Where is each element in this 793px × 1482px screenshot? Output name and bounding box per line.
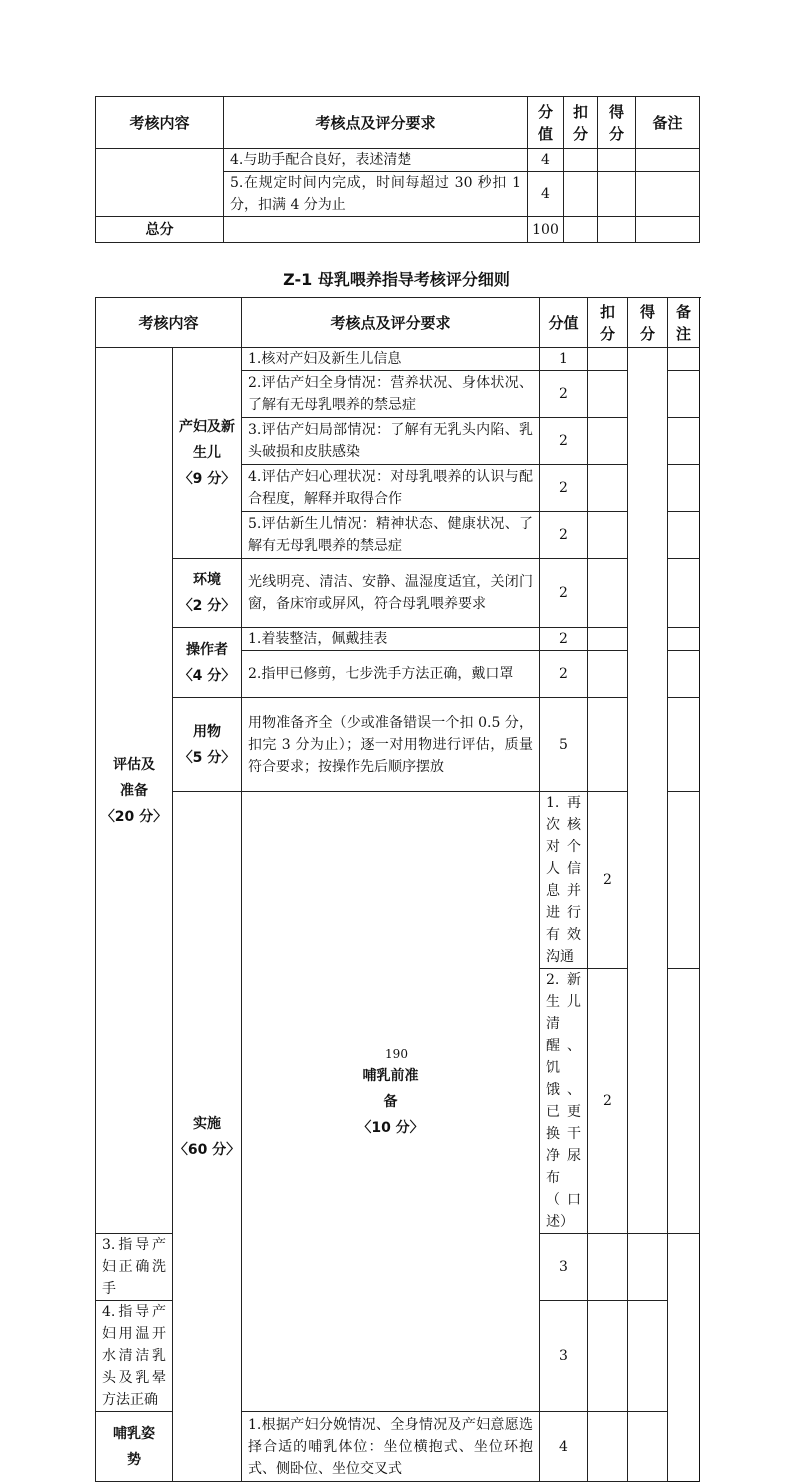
total-score: 100 <box>528 217 564 243</box>
score-cell: 2 <box>540 371 588 418</box>
deduct-cell <box>588 628 628 651</box>
score-cell: 2 <box>540 418 588 465</box>
deduct-cell <box>588 465 628 512</box>
score-cell: 4 <box>528 172 564 217</box>
score-cell: 2 <box>540 559 588 628</box>
remark-cell <box>668 348 700 371</box>
group-operator: 操作者 〈4 分〉 <box>173 628 242 698</box>
requirement-cell: 用物准备齐全（少或准备错误一个扣 0.5 分，扣完 3 分为止）；逐一对用物进行评估，质量符合要求；按操作先后顺序摆放 <box>242 698 540 792</box>
table-title: Z-1 母乳喂养指导考核评分细则 <box>283 270 510 289</box>
remark-cell <box>636 217 700 243</box>
remark-cell <box>636 172 700 217</box>
section-assessment: 评估及 准备 〈20 分〉 <box>96 348 173 1234</box>
remark-cell <box>668 371 700 418</box>
remark-cell <box>636 149 700 172</box>
header-remark: 备注 <box>636 97 700 149</box>
requirement-cell: 1.再次核对个人信息并进行有效沟通 <box>540 792 588 969</box>
requirement-cell: 4.指导产妇用温开水清洁乳头及乳晕方法正确 <box>96 1301 173 1412</box>
deduct-cell <box>588 651 628 698</box>
requirement-cell: 3.评估产妇局部情况：了解有无乳头内陷、乳头破损和皮肤感染 <box>242 418 540 465</box>
header-score: 分值 <box>540 298 588 348</box>
got-cell <box>598 149 636 172</box>
score-cell: 1 <box>540 348 588 371</box>
deduct-cell <box>564 217 598 243</box>
group-supplies: 用物 〈5 分〉 <box>173 698 242 792</box>
deduct-cell <box>564 172 598 217</box>
score-cell: 2 <box>540 465 588 512</box>
requirement-cell: 1.根据产妇分娩情况、全身情况及产妇意愿选择合适的哺乳体位：坐位横抱式、坐位环抱式、侧卧位、坐位交叉式 <box>242 1412 540 1482</box>
header-deduct: 扣 分 <box>588 298 628 348</box>
requirement-cell: 1.着装整洁，佩戴挂表 <box>242 628 540 651</box>
requirement-cell: 2.新生儿清醒、饥饿、已更换干净尿布（口述） <box>540 969 588 1234</box>
score-cell: 3 <box>540 1301 588 1412</box>
requirement-cell: 2.指甲已修剪，七步洗手方法正确，戴口罩 <box>242 651 540 698</box>
requirement-cell: 光线明亮、清洁、安静、温湿度适宜，关闭门窗，备床帘或屏风，符合母乳喂养要求 <box>242 559 540 628</box>
continued-score-table <box>95 96 700 243</box>
group-feeding-position: 哺乳姿 势 <box>96 1412 173 1482</box>
score-cell: 4 <box>528 149 564 172</box>
deduct-cell <box>588 1412 628 1482</box>
deduct-cell <box>588 698 628 792</box>
remark-cell <box>628 1301 668 1412</box>
content-cell-empty <box>96 149 224 217</box>
deduct-cell <box>668 792 700 969</box>
got-cell <box>598 217 636 243</box>
header-score: 分 值 <box>528 97 564 149</box>
got-cell-section <box>628 348 668 1234</box>
group-pre-feeding: 哺乳前准 备 〈10 分〉 <box>242 792 540 1412</box>
score-cell: 2 <box>588 792 628 969</box>
header-content: 考核内容 <box>96 97 224 149</box>
score-cell: 3 <box>540 1234 588 1301</box>
deduct-cell <box>588 371 628 418</box>
header-points: 考核点及评分要求 <box>242 298 540 348</box>
section-implementation: 实施 〈60 分〉 <box>173 792 242 1482</box>
remark-cell <box>628 1412 668 1482</box>
requirement-cell: 1.核对产妇及新生儿信息 <box>242 348 540 371</box>
deduct-cell <box>564 149 598 172</box>
header-got: 得 分 <box>598 97 636 149</box>
remark-cell <box>668 465 700 512</box>
header-deduct: 扣 分 <box>564 97 598 149</box>
deduct-cell <box>588 1301 628 1412</box>
header-points: 考核点及评分要求 <box>224 97 528 149</box>
deduct-cell <box>588 1234 628 1301</box>
deduct-cell <box>588 418 628 465</box>
group-mother-newborn: 产妇及新 生儿 〈9 分〉 <box>173 348 242 559</box>
remark-cell <box>668 418 700 465</box>
requirement-cell: 4.评估产妇心理状况：对母乳喂养的认识与配合程度，解释并取得合作 <box>242 465 540 512</box>
score-cell: 2 <box>540 512 588 559</box>
score-cell: 5 <box>540 698 588 792</box>
group-environment: 环境 〈2 分〉 <box>173 559 242 628</box>
remark-cell <box>668 651 700 698</box>
remark-cell <box>668 698 700 792</box>
header-remark: 备 注 <box>668 298 700 348</box>
requirement-cell: 3.指导产妇正确洗手 <box>96 1234 173 1301</box>
requirement-cell: 2.评估产妇全身情况：营养状况、身体状况、了解有无母乳喂养的禁忌症 <box>242 371 540 418</box>
requirement-cell: 5.在规定时间内完成，时间每超过 30 秒扣 1 分，扣满 4 分为止 <box>224 172 528 217</box>
requirement-cell: 5.评估新生儿情况：精神状态、健康状况、了解有无母乳喂养的禁忌症 <box>242 512 540 559</box>
score-cell: 2 <box>588 969 628 1234</box>
breastfeeding-score-table <box>95 297 700 1482</box>
score-cell: 2 <box>540 651 588 698</box>
got-cell <box>598 172 636 217</box>
deduct-cell <box>588 559 628 628</box>
header-got: 得 分 <box>628 298 668 348</box>
remark-cell <box>668 512 700 559</box>
header-content: 考核内容 <box>96 298 242 348</box>
requirement-cell: 4.与助手配合良好，表述清楚 <box>224 149 528 172</box>
score-cell: 2 <box>540 628 588 651</box>
deduct-cell <box>588 512 628 559</box>
page-number: 190 <box>385 1047 408 1061</box>
remark-cell <box>668 559 700 628</box>
deduct-cell <box>668 969 700 1234</box>
total-requirement-empty <box>224 217 528 243</box>
remark-cell <box>628 1234 668 1301</box>
score-cell: 4 <box>540 1412 588 1482</box>
deduct-cell <box>588 348 628 371</box>
remark-cell <box>668 628 700 651</box>
total-label: 总分 <box>96 217 224 243</box>
